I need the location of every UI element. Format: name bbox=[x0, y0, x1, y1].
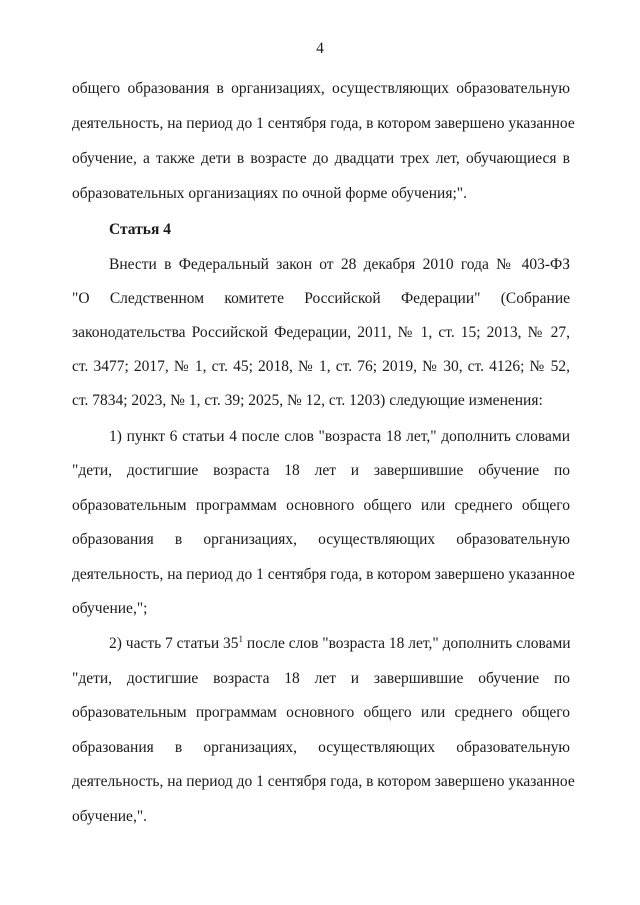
para2-line-2: "О Следственном комитете Российской Федерации" (Собрание bbox=[72, 290, 570, 307]
para2-line-4: ст. 3477; 2017, № 1, ст. 45; 2018, № 1, ст. 76; 2019, № 30, ст. 4126; № 52, bbox=[72, 358, 570, 375]
page-number: 4 bbox=[316, 40, 324, 57]
para1-line-4: образовательных организациях по очной форме обучения;". bbox=[72, 185, 467, 202]
para2-line-3: законодательства Российской Федерации, 2011, № 1, ст. 15; 2013, № 27, bbox=[72, 324, 570, 341]
para1-line-3: обучение, а также дети в возрасте до двадцати трех лет, обучающиеся в bbox=[72, 150, 570, 167]
item1-line-4: образования в организациях, осуществляющих образовательную bbox=[72, 531, 570, 548]
item2-line-1-end: после слов "возраста 18 лет," дополнить словами bbox=[243, 635, 571, 652]
para2-line-1: Внести в Федеральный закон от 28 декабря 2010 года № 403-ФЗ bbox=[109, 256, 570, 273]
item2-line-4: образования в организациях, осуществляющих образовательную bbox=[72, 739, 570, 756]
item1-line-5: деятельность, на период до 1 сентября года, в котором завершено указанное bbox=[72, 566, 575, 583]
para2-line-5: ст. 7834; 2023, № 1, ст. 39; 2025, № 12, ст. 1203) следующие изменения: bbox=[72, 392, 543, 409]
item2-line-3: образовательным программам основного общего или среднего общего bbox=[72, 704, 570, 721]
item1-line-3: образовательным программам основного общего или среднего общего bbox=[72, 497, 570, 514]
item1-line-2: "дети, достигшие возраста 18 лет и завершившие обучение по bbox=[72, 462, 570, 479]
item1-line-1: 1) пункт 6 статьи 4 после слов "возраста 18 лет," дополнить словами bbox=[109, 428, 570, 445]
item2-line-5: деятельность, на период до 1 сентября года, в котором завершено указанное bbox=[72, 773, 575, 790]
item2-line-1-start: 2) часть 7 статьи 35 bbox=[109, 635, 239, 652]
item1-line-6: обучение,"; bbox=[72, 600, 148, 617]
para1-line-2: деятельность, на период до 1 сентября года, в котором завершено указанное bbox=[72, 115, 575, 132]
item2-line-6: обучение,". bbox=[72, 808, 148, 825]
superscript: 1 bbox=[238, 633, 244, 644]
item2-line-1 bbox=[109, 634, 570, 654]
article-heading: Статья 4 bbox=[109, 221, 171, 238]
para1-line-1: общего образования в организациях, осуществляющих образовательную bbox=[72, 80, 570, 97]
item2-line-2: "дети, достигшие возраста 18 лет и завершившие обучение по bbox=[72, 670, 570, 687]
